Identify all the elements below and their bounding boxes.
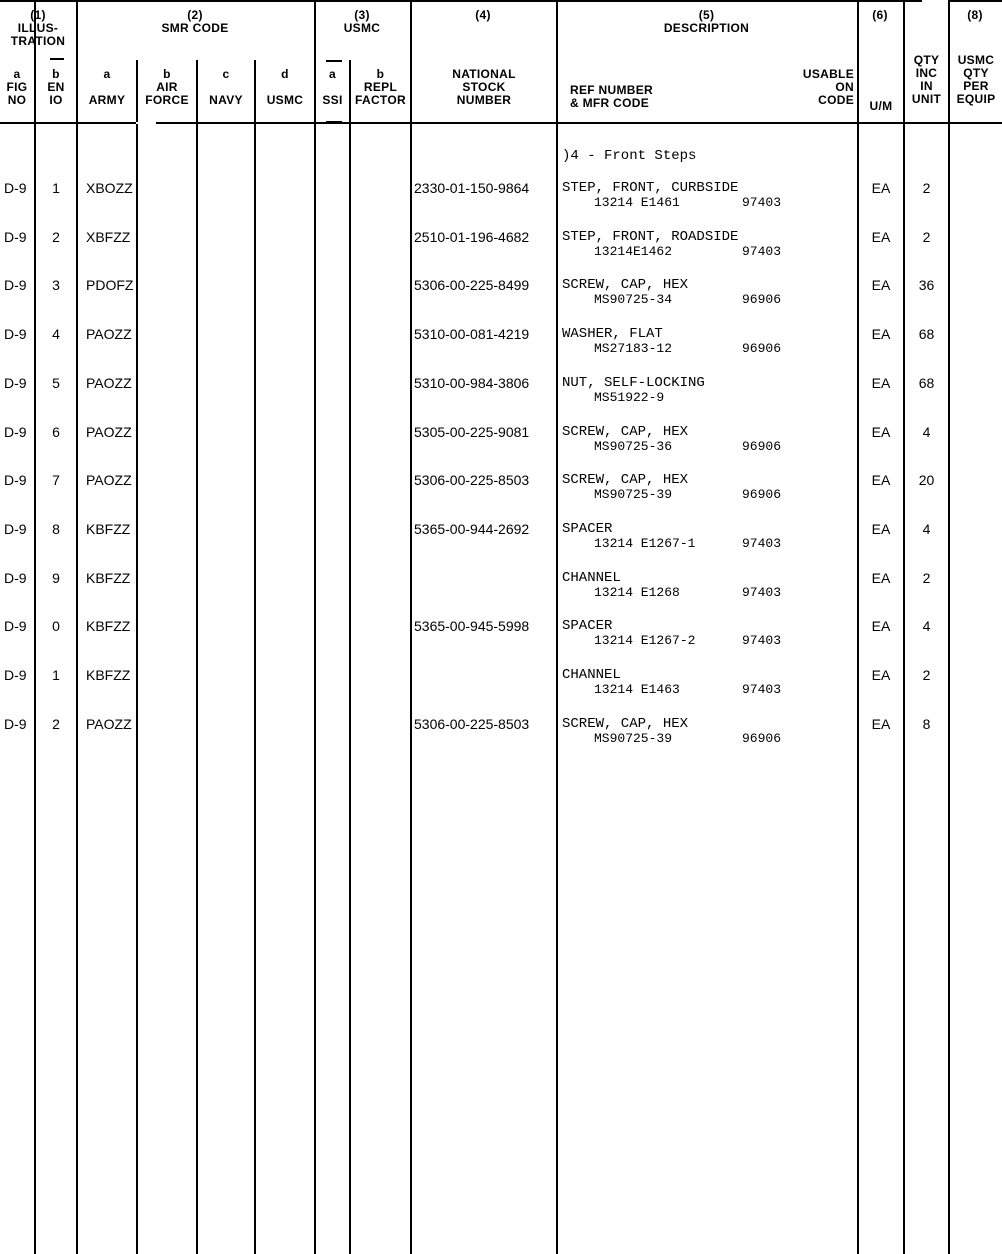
item-overline xyxy=(50,58,64,60)
smr-army-cell: XBFZZ xyxy=(86,229,131,245)
col-rule-5 xyxy=(254,60,256,1254)
smr-army-cell: KBFZZ xyxy=(86,618,131,634)
smr-army-cell: KBFZZ xyxy=(86,667,131,683)
description-cell: SPACER xyxy=(562,521,613,537)
smr-army-cell: PAOZZ xyxy=(86,472,132,488)
header-col8: (8) xyxy=(967,8,983,22)
col-rule-6 xyxy=(314,0,316,1254)
description-cell: CHANNEL xyxy=(562,667,621,683)
fig-cell: D-9 xyxy=(4,667,27,683)
qty-cell: 2 xyxy=(922,667,931,683)
item-cell: 0 xyxy=(52,618,60,634)
group-heading: )4 - Front Steps xyxy=(562,148,697,164)
fig-cell: D-9 xyxy=(4,521,27,537)
col-rule-8 xyxy=(410,0,412,1254)
item-cell: 1 xyxy=(52,667,60,683)
description-cell: SCREW, CAP, HEX xyxy=(562,472,689,488)
ref-number-cell: 13214 E1463 xyxy=(594,682,680,697)
subheader-item-no: b EN IO xyxy=(47,67,65,107)
item-cell: 3 xyxy=(52,277,60,293)
um-cell: EA xyxy=(871,667,891,683)
qty-cell: 4 xyxy=(922,424,931,440)
qty-cell: 2 xyxy=(922,180,931,196)
nsn-cell: 5365-00-945-5998 xyxy=(414,618,530,634)
nsn-cell: 5305-00-225-9081 xyxy=(414,424,530,440)
subheader-army: a ARMY xyxy=(88,67,126,107)
description-cell: WASHER, FLAT xyxy=(562,326,663,342)
ssi-overline xyxy=(326,60,342,62)
subheader-fig-no: a FIG NO xyxy=(6,67,28,107)
header-col6: (6) xyxy=(872,8,888,22)
smr-army-cell: PAOZZ xyxy=(86,326,132,342)
um-cell: EA xyxy=(871,424,891,440)
subheader-qty-inc: QTY INC IN UNIT xyxy=(911,53,942,106)
um-cell: EA xyxy=(871,326,891,342)
col-rule-12 xyxy=(948,0,950,1254)
ref-number-cell: MS90725-36 xyxy=(594,439,673,454)
mfr-code-cell: 96906 xyxy=(742,292,782,307)
description-cell: SCREW, CAP, HEX xyxy=(562,277,689,293)
qty-cell: 2 xyxy=(922,570,931,586)
subheader-air-force: b AIR FORCE xyxy=(145,67,189,107)
header-col3: (3) USMC xyxy=(343,8,381,35)
subheader-usable-on: USABLE ON CODE xyxy=(802,67,854,107)
description-cell: STEP, FRONT, CURBSIDE xyxy=(562,180,739,196)
fig-cell: D-9 xyxy=(4,716,27,732)
nsn-cell: 2510-01-196-4682 xyxy=(414,229,530,245)
top-rule-right xyxy=(948,0,1002,2)
ref-number-cell: MS27183-12 xyxy=(594,341,673,356)
mfr-code-cell: 96906 xyxy=(742,341,782,356)
ref-number-cell: 13214 E1267-1 xyxy=(594,536,696,551)
um-cell: EA xyxy=(871,472,891,488)
item-cell: 4 xyxy=(52,326,60,342)
qty-cell: 68 xyxy=(918,375,935,391)
smr-subrule xyxy=(136,122,156,124)
mfr-code-cell: 96906 xyxy=(742,439,782,454)
subheader-usmc: d USMC xyxy=(266,67,304,107)
smr-army-cell: KBFZZ xyxy=(86,570,131,586)
nsn-cell: 5365-00-944-2692 xyxy=(414,521,530,537)
nsn-cell: 5310-00-984-3806 xyxy=(414,375,530,391)
col-rule-2 xyxy=(76,0,78,1254)
nsn-cell: 5306-00-225-8499 xyxy=(414,277,530,293)
top-rule xyxy=(0,0,922,2)
col-rule-9 xyxy=(556,0,558,1254)
item-cell: 6 xyxy=(52,424,60,440)
um-cell: EA xyxy=(871,229,891,245)
item-cell: 2 xyxy=(52,716,60,732)
ref-number-cell: 13214 E1268 xyxy=(594,585,680,600)
subheader-ref-number: REF NUMBER & MFR CODE xyxy=(570,83,653,110)
ref-number-cell: 13214E1462 xyxy=(594,244,673,259)
fig-cell: D-9 xyxy=(4,229,27,245)
smr-army-cell: PAOZZ xyxy=(86,375,132,391)
fig-cell: D-9 xyxy=(4,472,27,488)
qty-cell: 4 xyxy=(922,521,931,537)
subheader-usmc-qty: USMC QTY PER EQUIP xyxy=(956,53,996,106)
header-col1: (1) ILLUS- TRATION xyxy=(10,8,66,48)
mfr-code-cell: 97403 xyxy=(742,195,782,210)
mfr-code-cell: 97403 xyxy=(742,585,782,600)
mfr-code-cell: 97403 xyxy=(742,682,782,697)
qty-cell: 36 xyxy=(918,277,935,293)
ref-number-cell: MS90725-39 xyxy=(594,731,673,746)
qty-cell: 20 xyxy=(918,472,935,488)
fig-cell: D-9 xyxy=(4,375,27,391)
mfr-code-cell: 97403 xyxy=(742,633,782,648)
description-cell: STEP, FRONT, ROADSIDE xyxy=(562,229,739,245)
header-col4: (4) xyxy=(475,8,491,22)
ssi-underline xyxy=(326,121,342,123)
item-cell: 9 xyxy=(52,570,60,586)
fig-cell: D-9 xyxy=(4,618,27,634)
um-cell: EA xyxy=(871,180,891,196)
item-cell: 2 xyxy=(52,229,60,245)
smr-army-cell: PDOFZ xyxy=(86,277,134,293)
ref-number-cell: MS51922-9 xyxy=(594,390,665,405)
mfr-code-cell: 97403 xyxy=(742,536,782,551)
smr-army-cell: XBOZZ xyxy=(86,180,133,196)
qty-cell: 8 xyxy=(922,716,931,732)
qty-cell: 4 xyxy=(922,618,931,634)
ref-number-cell: 13214 E1267-2 xyxy=(594,633,696,648)
um-cell: EA xyxy=(871,618,891,634)
smr-army-cell: PAOZZ xyxy=(86,716,132,732)
ref-number-cell: MS90725-34 xyxy=(594,292,673,307)
subheader-navy: c NAVY xyxy=(209,67,243,107)
description-cell: SCREW, CAP, HEX xyxy=(562,716,689,732)
mfr-code-cell: 96906 xyxy=(742,487,782,502)
smr-army-cell: PAOZZ xyxy=(86,424,132,440)
nsn-cell: 5306-00-225-8503 xyxy=(414,716,530,732)
subheader-um: U/M xyxy=(869,99,893,113)
col-rule-7 xyxy=(349,60,351,1254)
item-cell: 5 xyxy=(52,375,60,391)
nsn-cell: 2330-01-150-9864 xyxy=(414,180,530,196)
qty-cell: 68 xyxy=(918,326,935,342)
header-col2: (2) SMR CODE xyxy=(161,8,229,35)
qty-cell: 2 xyxy=(922,229,931,245)
ref-number-cell: 13214 E1461 xyxy=(594,195,680,210)
fig-cell: D-9 xyxy=(4,570,27,586)
um-cell: EA xyxy=(871,277,891,293)
um-cell: EA xyxy=(871,570,891,586)
fig-cell: D-9 xyxy=(4,424,27,440)
header-col5: (5) DESCRIPTION xyxy=(663,8,750,35)
item-cell: 8 xyxy=(52,521,60,537)
subheader-repl-factor: b REPL FACTOR xyxy=(355,67,406,107)
fig-cell: D-9 xyxy=(4,326,27,342)
fig-cell: D-9 xyxy=(4,180,27,196)
description-cell: CHANNEL xyxy=(562,570,621,586)
nsn-cell: 5310-00-081-4219 xyxy=(414,326,530,342)
ref-number-cell: MS90725-39 xyxy=(594,487,673,502)
fig-cell: D-9 xyxy=(4,277,27,293)
mfr-code-cell: 97403 xyxy=(742,244,782,259)
item-cell: 7 xyxy=(52,472,60,488)
subheader-nsn: NATIONAL STOCK NUMBER xyxy=(452,67,516,107)
item-cell: 1 xyxy=(52,180,60,196)
nsn-cell: 5306-00-225-8503 xyxy=(414,472,530,488)
description-cell: SPACER xyxy=(562,618,613,634)
mfr-code-cell: 96906 xyxy=(742,731,782,746)
subheader-ssi: a SSI xyxy=(322,67,343,107)
col-rule-4 xyxy=(196,60,198,1254)
um-cell: EA xyxy=(871,375,891,391)
description-cell: SCREW, CAP, HEX xyxy=(562,424,689,440)
um-cell: EA xyxy=(871,521,891,537)
description-cell: NUT, SELF-LOCKING xyxy=(562,375,705,391)
smr-army-cell: KBFZZ xyxy=(86,521,131,537)
um-cell: EA xyxy=(871,716,891,732)
